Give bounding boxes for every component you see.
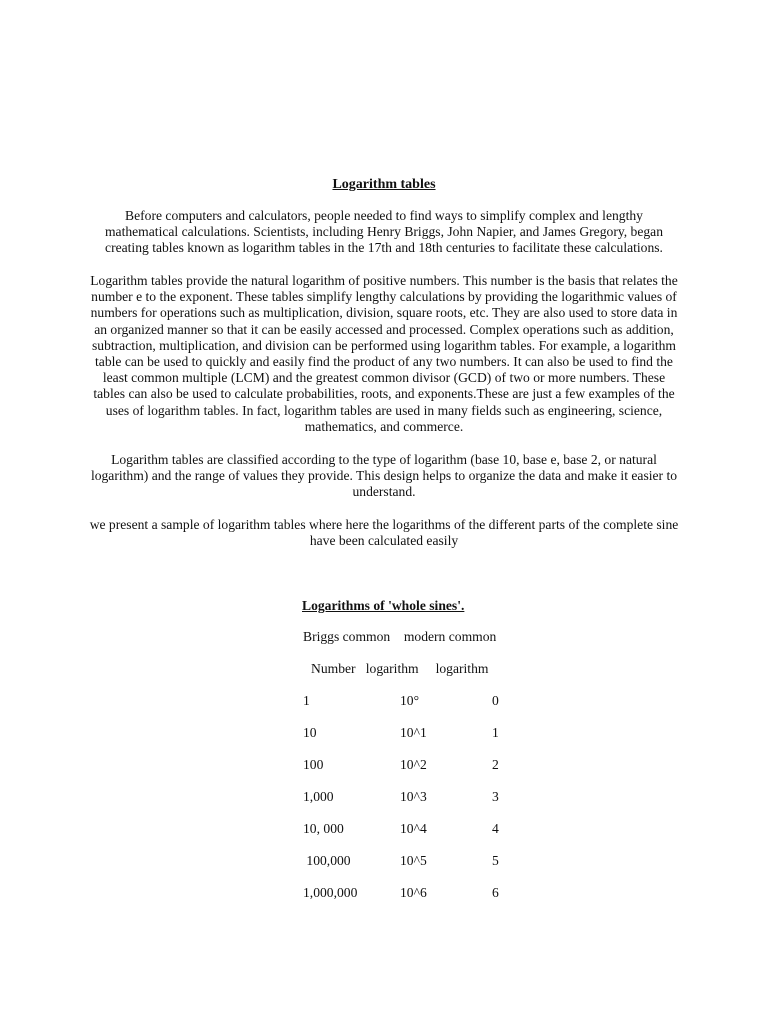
modern-log-cell: 5 xyxy=(492,853,499,868)
briggs-log-cell: 10^5 xyxy=(400,853,427,868)
modern-log-cell: 0 xyxy=(492,693,499,708)
briggs-log-cell: 10^3 xyxy=(400,789,427,804)
paragraph-classification: Logarithm tables are classified according to the type of logarithm (base 10, base e, base 2, or natural logarithm) and the range of values they provide. This design helps to organize the data and make it easier to understand. xyxy=(90,452,678,500)
table-row xyxy=(0,756,768,774)
table-row xyxy=(0,788,768,806)
briggs-log-cell: 10^4 xyxy=(400,821,427,836)
table-row xyxy=(0,724,768,742)
table-title: Logarithms of 'whole sines'. xyxy=(302,598,465,613)
table-row xyxy=(0,852,768,870)
paragraph-uses: Logarithm tables provide the natural logarithm of positive numbers. This number is the basis that relates the number e to the exponent. These tables simplify lengthy calculations by providing the logarithmic values of numbers for operations such as multiplication, division, square roots, etc. They are also used to store data in an organized manner so that it can be easily accessed and processed. Complex operations such as addition, subtraction, multiplication, and division can be performed using logarithm tables. For example, a logarithm table can be used to quickly and easily find the product of any two numbers. It can also be used to find the least common multiple (LCM) and the greatest common divisor (GCD) of two or more numbers. These tables can also be used to calculate probabilities, roots, and exponents.These are just a few examples of the uses of logarithm tables. In fact, logarithm tables are used in many fields such as engineering, science, mathematics, and commerce. xyxy=(90,273,678,434)
modern-log-cell: 6 xyxy=(492,885,499,900)
table-header-line-2: Number logarithm logarithm xyxy=(311,661,489,676)
table-row xyxy=(0,692,768,710)
number-cell: 10, 000 xyxy=(303,821,344,836)
number-cell: 1,000,000 xyxy=(303,885,358,900)
briggs-log-cell: 10^2 xyxy=(400,757,427,772)
briggs-log-cell: 10° xyxy=(400,693,420,708)
document-title: Logarithm tables xyxy=(332,177,436,192)
number-cell: 100,000 xyxy=(303,853,351,868)
paragraph-sample: we present a sample of logarithm tables where here the logarithms of the different parts of the complete sine have been calculated easily xyxy=(89,517,679,549)
briggs-log-cell: 10^6 xyxy=(400,885,427,900)
modern-log-cell: 4 xyxy=(492,821,499,836)
number-cell: 10 xyxy=(303,725,317,740)
number-cell: 1 xyxy=(303,693,310,708)
briggs-log-cell: 10^1 xyxy=(400,725,427,740)
modern-log-cell: 2 xyxy=(492,757,499,772)
table-row xyxy=(0,820,768,838)
modern-log-cell: 1 xyxy=(492,725,499,740)
table-row xyxy=(0,884,768,902)
number-cell: 1,000 xyxy=(303,789,334,804)
table-header-line-1: Briggs common modern common xyxy=(303,629,497,644)
paragraph-intro: Before computers and calculators, people needed to find ways to simplify complex and lengthy mathematical calculations. Scientists, including Henry Briggs, John Napier, and James Gregory, began creating tables known as logarithm tables in the 17th and 18th centuries to facilitate these calculations. xyxy=(104,208,664,256)
modern-log-cell: 3 xyxy=(492,789,499,804)
number-cell: 100 xyxy=(303,757,324,772)
